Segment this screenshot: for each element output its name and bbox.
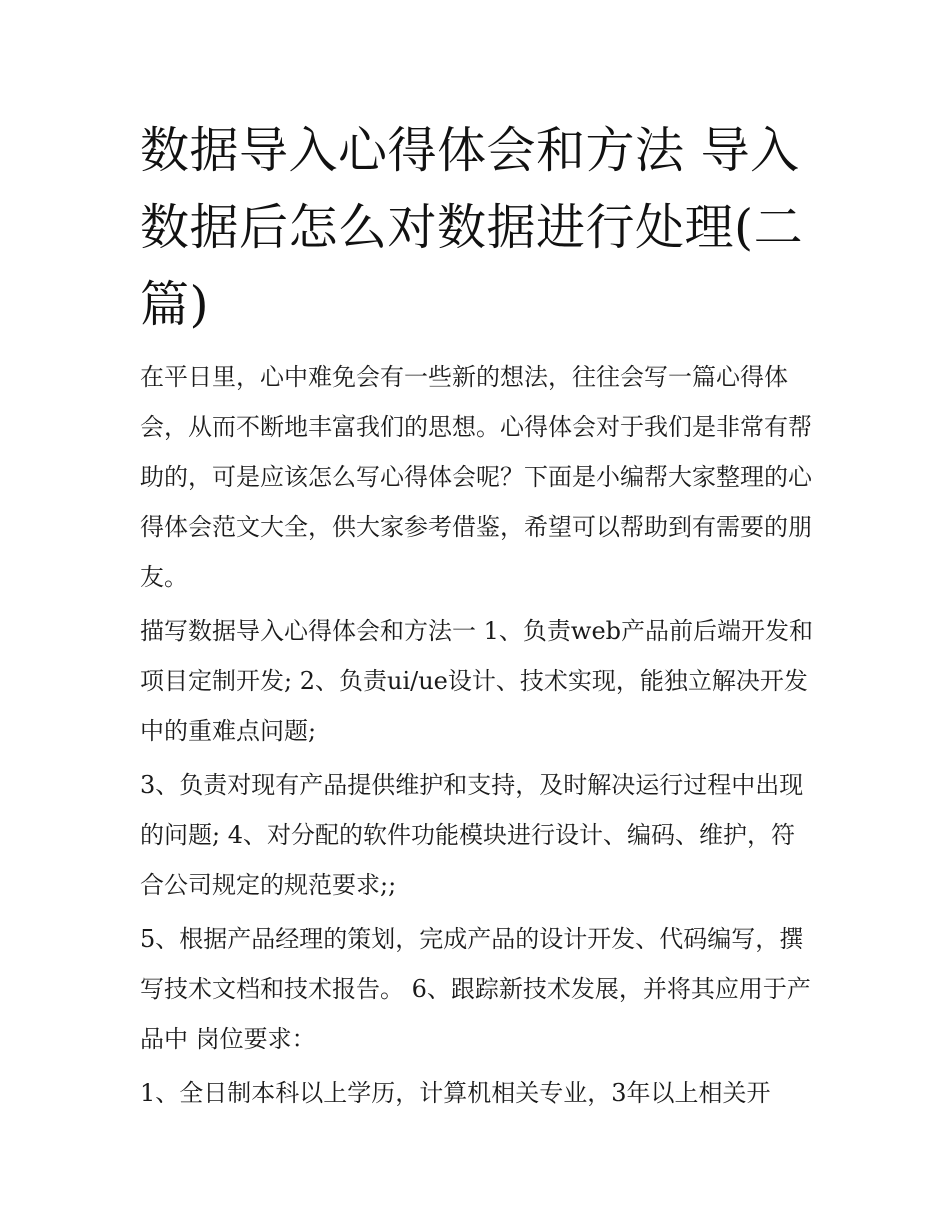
intro-paragraph: 在平日里，心中难免会有一些新的想法，往往会写一篇心得体会，从而不断地丰富我们的思想。心得体会对于我们是非常有帮助的，可是应该怎么写心得体会呢？下面是小编帮大家整理的心得体会范文大全，供大家参考借鉴，希望可以帮助到有需要的朋友。: [140, 363, 812, 591]
document-body: [140, 352, 815, 1122]
paragraph-duties-3-4: 3、负责对现有产品提供维护和支持，及时解决运行过程中出现的问题; 4、对分配的软件功能模块进行设计、编码、维护，符合公司规定的规范要求;;: [140, 771, 804, 899]
paragraph-requirements-1: 1、全日制本科以上学历，计算机相关专业，3年以上相关开: [140, 1079, 771, 1107]
paragraph-duties-5-6: 5、根据产品经理的策划，完成产品的设计开发、代码编写，撰写技术文档和技术报告。 6、跟踪新技术发展，并将其应用于产品中 岗位要求：: [140, 925, 811, 1053]
paragraph-duties-1-2: 描写数据导入心得体会和方法一 1、负责web产品前后端开发和项目定制开发; 2、负责ui/ue设计、技术实现，能独立解决开发中的重难点问题;: [140, 617, 814, 745]
document-title: 数据导入心得体会和方法 导入数据后怎么对数据进行处理(二篇): [140, 122, 804, 333]
